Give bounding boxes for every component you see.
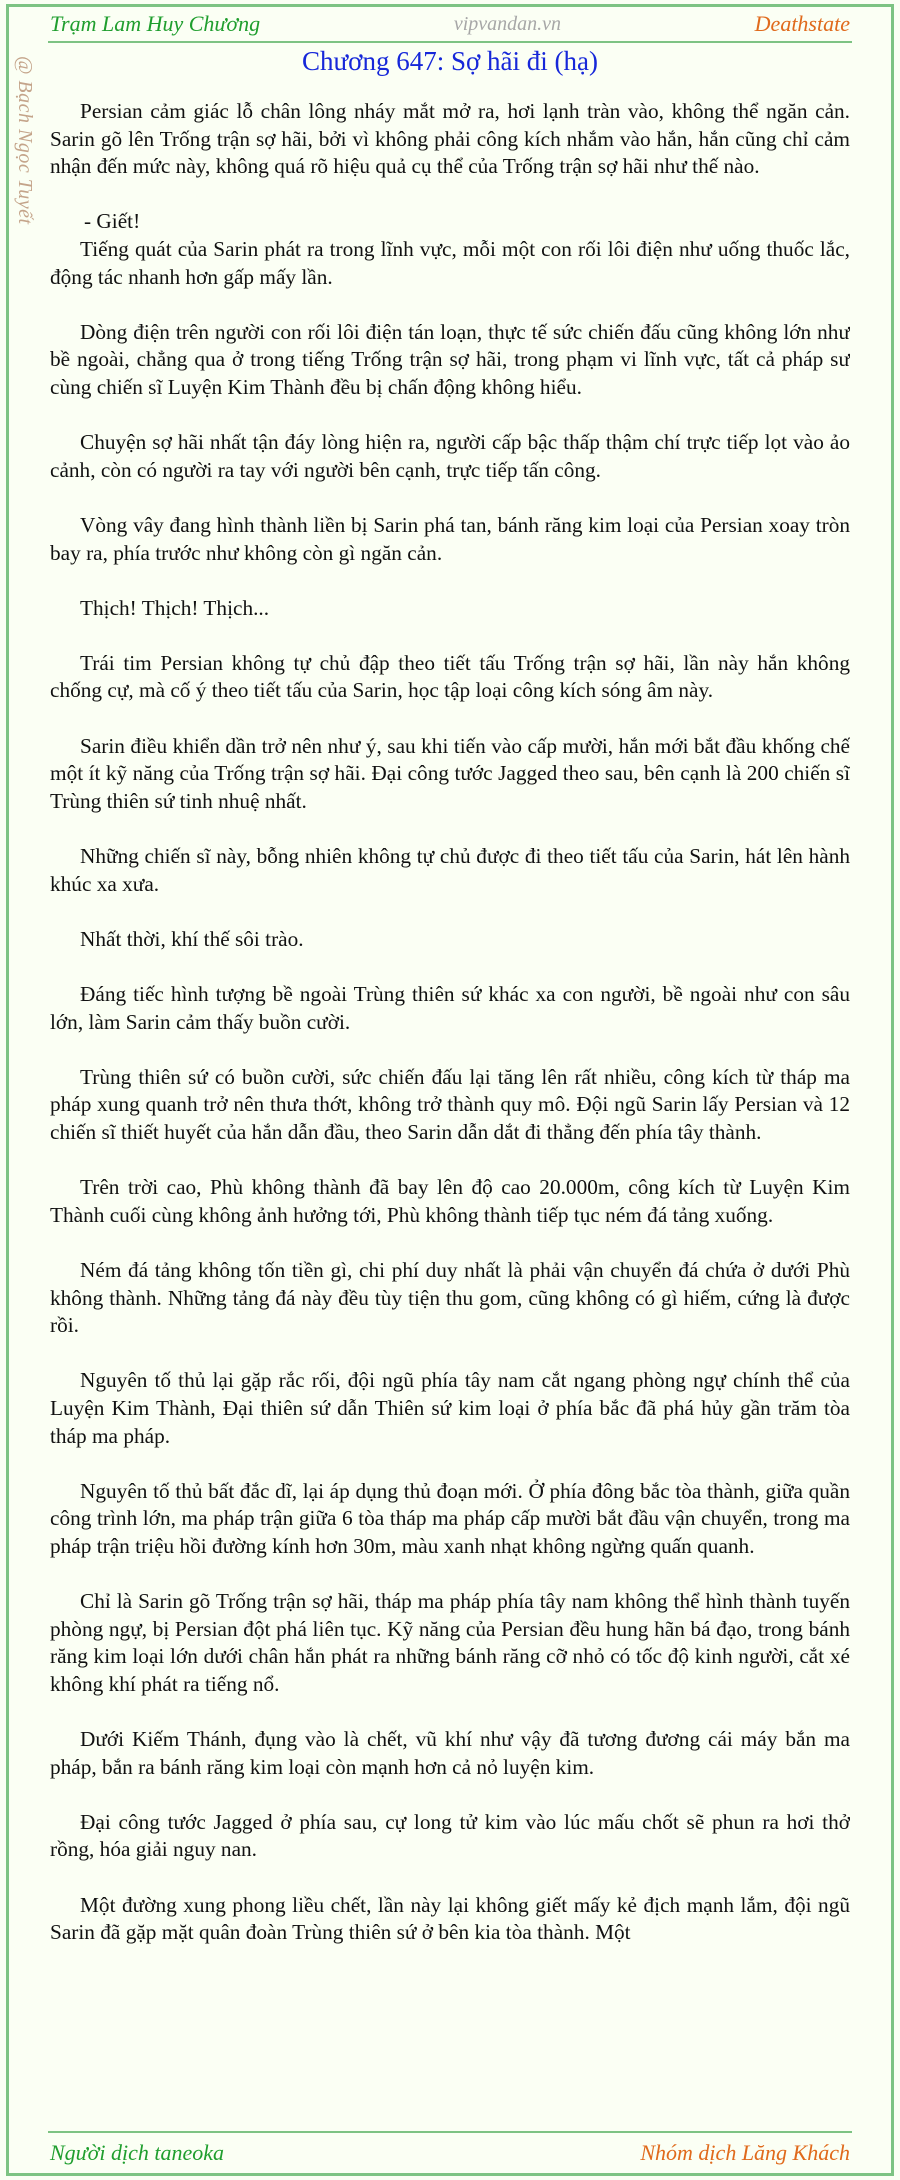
paragraph: Sarin điều khiển dần trở nên như ý, sau khi tiến vào cấp mười, hắn mới bắt đầu khống chế một ít kỹ năng của Trống trận sợ hãi. Đại công tước Jagged theo sau, bên cạnh là 200 chiến sĩ Trùng thiên sứ tinh nhuệ nhất. <box>50 733 850 813</box>
paragraph: Trùng thiên sứ có buồn cười, sức chiến đấu lại tăng lên rất nhiều, công kích từ tháp ma pháp xung quanh trở nên thưa thớt, không trở thành quy mô. Đội ngũ Sarin lấy Persian và 12 chiến sĩ thiết huyết của hắn dẫn đầu, theo Sarin dẫn dắt đi thẳng đến phía tây thành. <box>50 1064 850 1144</box>
paragraph: Đáng tiếc hình tượng bề ngoài Trùng thiên sứ khác xa con người, bề ngoài như con sâu lớn, làm Sarin cảm thấy buồn cười. <box>50 982 850 1034</box>
header-book-title: Trạm Lam Huy Chương <box>50 11 261 36</box>
paragraph: Chỉ là Sarin gõ Trống trận sợ hãi, tháp ma pháp phía tây nam không thể hình thành tuyến phòng ngự, bị Persian đột phá liên tục. Kỹ năng của Persian đều hung hãn bá đạo, trong bánh răng kim loại lớn dưới chân hắn phát ra những bánh răng cỡ nhỏ có tốc độ kinh người, cắt xé không khí phát ra tiếng nổ. <box>50 1589 850 1696</box>
paragraph: Dưới Kiếm Thánh, đụng vào là chết, vũ khí như vậy đã tương đương cái máy bắn ma pháp, bắn ra bánh răng kim loại còn mạnh hơn cả nỏ luyện kim. <box>50 1727 850 1779</box>
paragraph: Một đường xung phong liều chết, lần này lại không giết mấy kẻ địch mạnh lắm, đội ngũ Sarin đã gặp mặt quân đoàn Trùng thiên sứ ở bên kia tòa thành. Một <box>50 1892 850 1945</box>
paragraph: Vòng vây đang hình thành liền bị Sarin phá tan, bánh răng kim loại của Persian xoay tròn bay ra, phía trước như không còn gì ngăn cản. <box>50 512 850 565</box>
paragraph: Những chiến sĩ này, bỗng nhiên không tự chủ được đi theo tiết tấu của Sarin, hát lên hành khúc xa xưa. <box>50 844 850 896</box>
chapter-body <box>50 98 850 2128</box>
paragraph: Ném đá tảng không tốn tiền gì, chi phí duy nhất là phải vận chuyển đá chứa ở dưới Phù không thành. Những tảng đá này đều tùy tiện thu gom, cũng không có gì hiếm, cứng là được rồi. <box>50 1257 850 1338</box>
header-site: vipvandan.vn <box>453 12 562 35</box>
page-header <box>50 8 850 40</box>
paragraph: Nhất thời, khí thế sôi trào. <box>80 926 304 951</box>
paragraph: Tiếng quát của Sarin phát ra trong lĩnh vực, mỗi một con rối lôi điện như uống thuốc lắc, động tác nhanh hơn gấp mấy lần. <box>50 236 850 289</box>
paragraph: Persian cảm giác lỗ chân lông nháy mắt mở ra, hơi lạnh tràn vào, không thể ngăn cản. Sarin gõ lên Trống trận sợ hãi, bởi vì không phải công kích nhắm vào hắn, hắn cũng chỉ cảm nhận đến mức này, không quá rõ hiệu quả cụ thể của Trống trận sợ hãi như thế nào. <box>50 99 850 179</box>
paragraph: Đại công tước Jagged ở phía sau, cự long tử kim vào lúc mấu chốt sẽ phun ra hơi thở rồng, hóa giải nguy nan. <box>50 1809 850 1862</box>
paragraph: Nguyên tố thủ bất đắc dĩ, lại áp dụng thủ đoạn mới. Ở phía đông bắc tòa thành, giữa quần công trình lớn, ma pháp trận giữa 6 tòa tháp ma pháp cấp mười bắt đầu vận chuyển, trong ma pháp trận triệu hồi đường kính hơn 30m, màu xanh nhạt không ngừng quấn quanh. <box>50 1478 850 1558</box>
header-author: Deathstate <box>754 11 850 36</box>
paragraph: Thịch! Thịch! Thịch... <box>80 595 270 620</box>
side-credit: @ Bạch Ngọc Tuyết <box>14 56 36 225</box>
footer-group: Nhóm dịch Lăng Khách <box>640 2140 850 2165</box>
paragraph: Nguyên tố thủ lại gặp rắc rối, đội ngũ phía tây nam cắt ngang phòng ngự chính thể của Luyện Kim Thành, Đại thiên sứ dẫn Thiên sứ kim loại ở phía bắc đã phá hủy gần trăm tòa tháp ma pháp. <box>50 1368 850 1448</box>
chapter-title: Chương 647: Sợ hãi đi (hạ) <box>302 46 598 76</box>
paragraph: - Giết! <box>84 209 141 234</box>
paragraph: Trên trời cao, Phù không thành đã bay lên độ cao 20.000m, công kích từ Luyện Kim Thành cuối cùng không ảnh hưởng tới, Phù không thành tiếp tục ném đá tảng xuống. <box>50 1175 850 1227</box>
paragraph: Trái tim Persian không tự chủ đập theo tiết tấu Trống trận sợ hãi, lần này hắn không chống cự, mà cố ý theo tiết tấu của Sarin, học tập loại công kích sóng âm này. <box>50 650 850 703</box>
paragraph: Chuyện sợ hãi nhất tận đáy lòng hiện ra, người cấp bậc thấp thậm chí trực tiếp lọt vào ảo cảnh, còn có người ra tay với người bên cạnh, trực tiếp tấn công. <box>50 430 850 482</box>
footer-divider <box>48 2131 852 2133</box>
footer-translator: Người dịch taneoka <box>50 2140 225 2165</box>
paragraph: Dòng điện trên người con rối lôi điện tán loạn, thực tế sức chiến đấu cũng không lớn như bề ngoài, chẳng qua ở trong tiếng Trống trận sợ hãi, trong phạm vi lĩnh vực, tất cả pháp sư cùng chiến sĩ Luyện Kim Thành đều bị chấn động không hiểu. <box>50 319 850 399</box>
page-footer <box>50 2136 850 2170</box>
header-divider <box>48 41 852 43</box>
